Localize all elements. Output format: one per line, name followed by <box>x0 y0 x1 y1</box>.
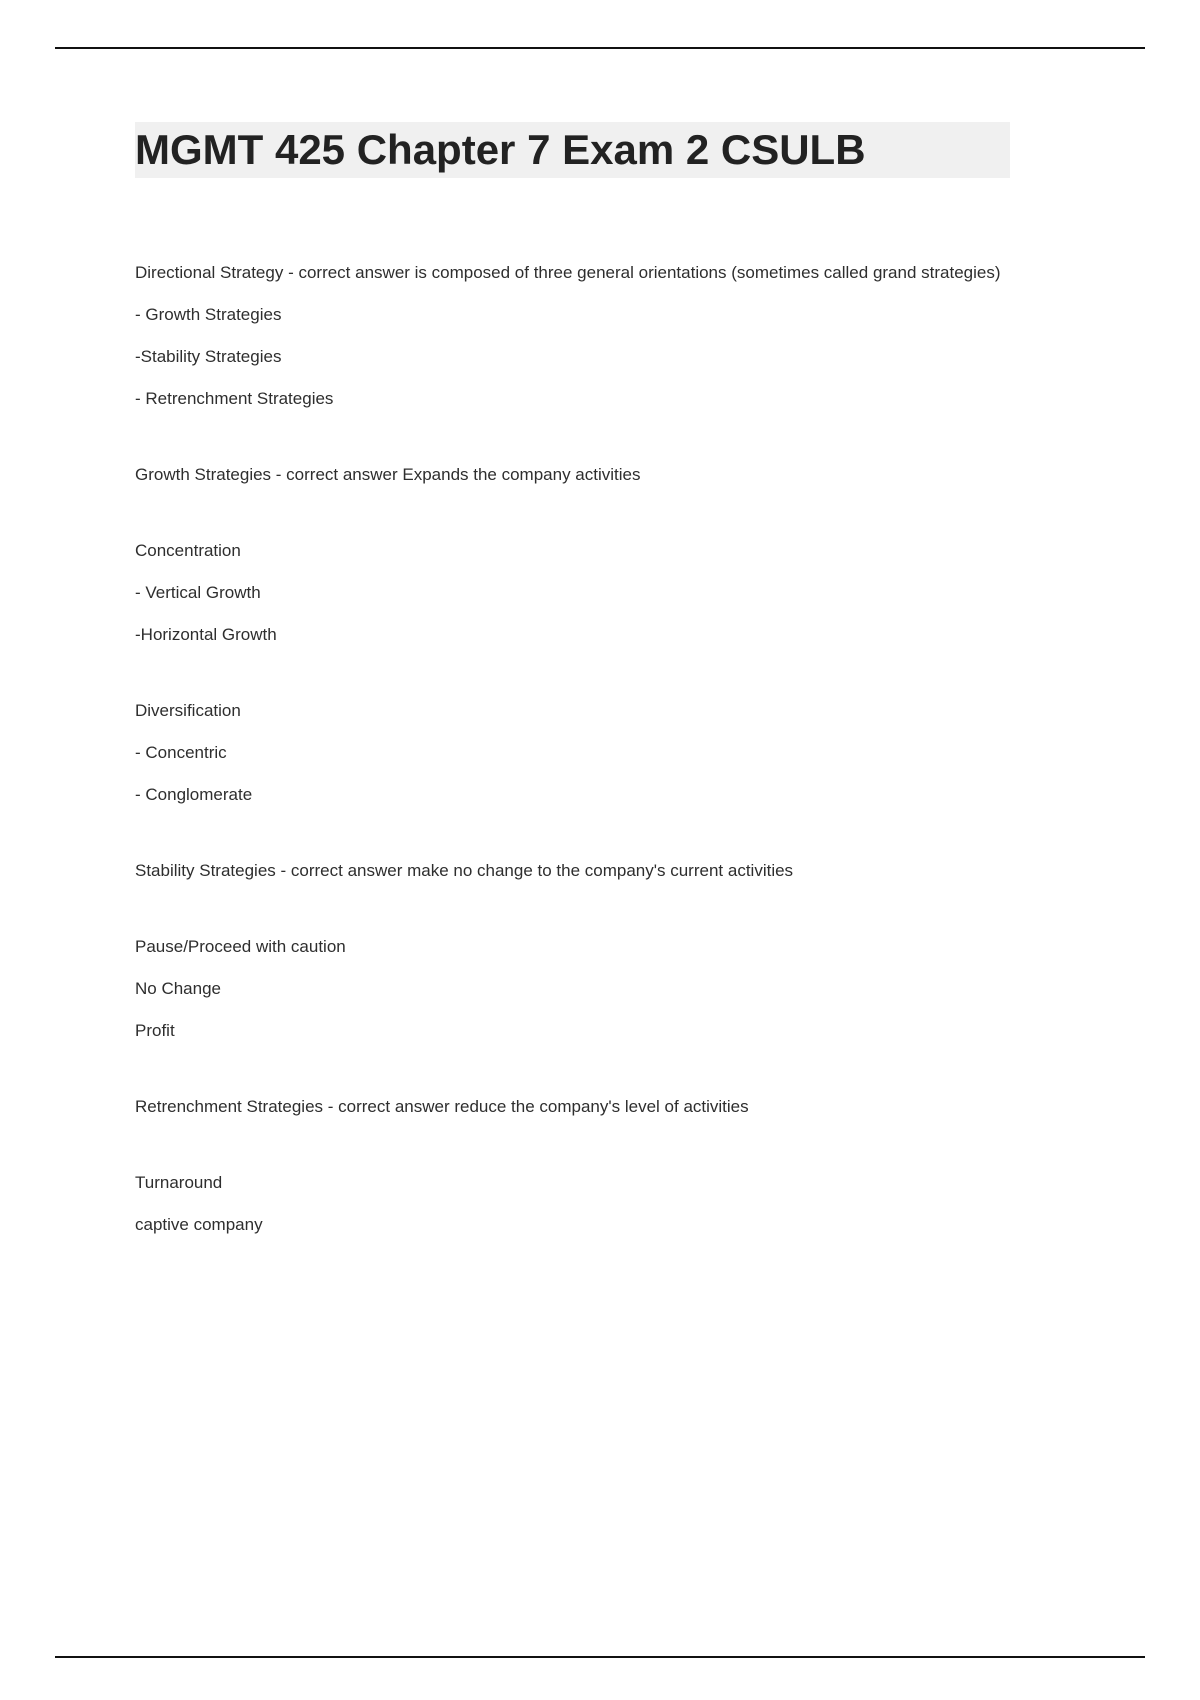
bottom-rule <box>55 1656 1145 1658</box>
paragraph-retrenchment-strategies-item: - Retrenchment Strategies <box>135 389 334 408</box>
paragraph-retrenchment-strategies-definition: Retrenchment Strategies - correct answer reduce the company's level of activities <box>135 1097 749 1116</box>
paragraph-concentric: - Concentric <box>135 743 227 762</box>
paragraph-no-change: No Change <box>135 979 222 998</box>
paragraph-stability-strategies-definition: Stability Strategies - correct answer make no change to the company's current activities <box>135 861 794 880</box>
paragraph-concentration: Concentration <box>135 541 241 560</box>
paragraph-growth-strategies-definition: Growth Strategies - correct answer Expands the company activities <box>135 465 641 484</box>
top-rule <box>55 47 1145 49</box>
page-title: MGMT 425 Chapter 7 Exam 2 CSULB <box>135 122 1010 178</box>
paragraph-directional-strategy: Directional Strategy - correct answer is composed of three general orientations (sometimes called grand strategies) <box>135 263 1001 282</box>
document-content <box>135 122 1010 1250</box>
paragraph-stability-strategies-item: -Stability Strategies <box>135 347 282 366</box>
paragraph-conglomerate: - Conglomerate <box>135 785 253 804</box>
paragraph-captive-company: captive company <box>135 1215 263 1234</box>
paragraph-diversification: Diversification <box>135 701 241 720</box>
paragraph-growth-strategies-item: - Growth Strategies <box>135 305 282 324</box>
paragraph-turnaround: Turnaround <box>135 1173 223 1192</box>
paragraph-pause-proceed: Pause/Proceed with caution <box>135 937 346 956</box>
paragraph-horizontal-growth: -Horizontal Growth <box>135 625 277 644</box>
paragraph-vertical-growth: - Vertical Growth <box>135 583 261 602</box>
paragraph-profit: Profit <box>135 1021 175 1040</box>
